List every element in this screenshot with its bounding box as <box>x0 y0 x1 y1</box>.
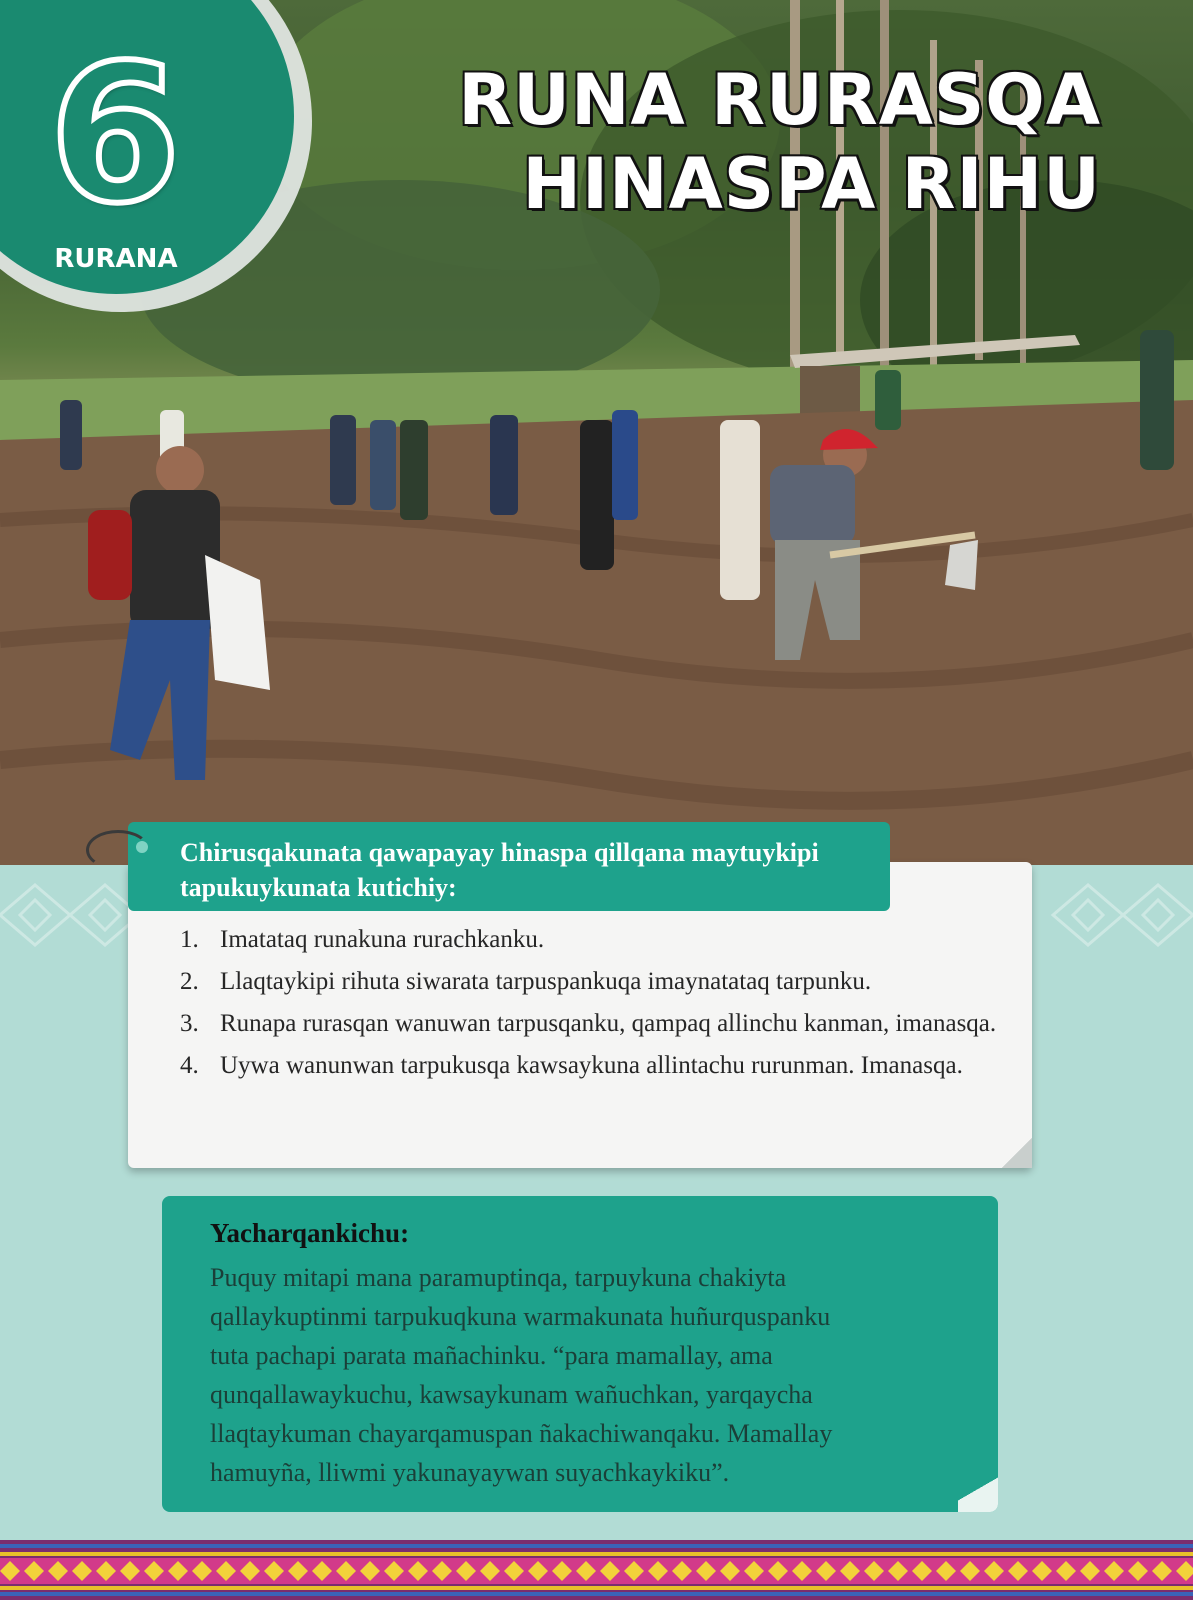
page-title <box>458 58 1101 226</box>
page-title-line1: RUNA RURASQA <box>458 59 1101 141</box>
page-title-line2: HINASPA RIHU <box>522 143 1101 225</box>
page-fold-corner <box>1002 1138 1032 1168</box>
question-number: 1. <box>180 926 199 953</box>
question-item <box>180 1050 1020 1081</box>
hook-dot-icon <box>136 841 148 853</box>
chapter-label: RURANA <box>54 244 178 274</box>
question-text: Uywa wanunwan tarpukusqa kawsaykuna allintachu rurunman. Imanasqa. <box>220 1052 963 1079</box>
question-text: Llaqtaykipi rihuta siwarata tarpuspankuqa imaynatataq tarpunku. <box>220 968 872 995</box>
page-fold-corner <box>958 1466 998 1512</box>
question-text: Runapa rurasqan wanuwan tarpusqanku, qampaq allinchu kanman, imanasqa. <box>220 1010 997 1037</box>
chapter-number: 6 <box>48 24 182 245</box>
question-text: Imatataq runakuna rurachkanku. <box>220 926 545 953</box>
question-list <box>180 924 1020 1092</box>
question-number: 3. <box>180 1010 199 1037</box>
question-number: 4. <box>180 1052 199 1079</box>
info-body: Puquy mitapi mana paramuptinqa, tarpuykuna chakiyta qallaykuptinmi tarpukuqkuna warmakunata huñurquspanku tuta pachapi parata mañachinku. “para mamallay, ama qunqallawaykuchu, kawsaykunam wañuchkan, yarqaycha llaqtaykuman chayarqamuspan ñakachiwanqaku. Mamallay hamuyña, lliwmi yakunayaywan suyachkaykiku”. <box>210 1263 833 1487</box>
question-item <box>180 966 1020 997</box>
info-box <box>162 1196 998 1512</box>
question-item <box>180 1008 1020 1039</box>
info-title: Yacharqankichu: <box>210 1218 410 1248</box>
woven-stripe-decoration <box>0 1540 1193 1600</box>
question-heading: Chirusqakunata qawapayay hinaspa qillqana maytuykipi tapukuykunata kutichiy: <box>128 822 890 911</box>
question-number: 2. <box>180 968 199 995</box>
question-item <box>180 924 1020 955</box>
